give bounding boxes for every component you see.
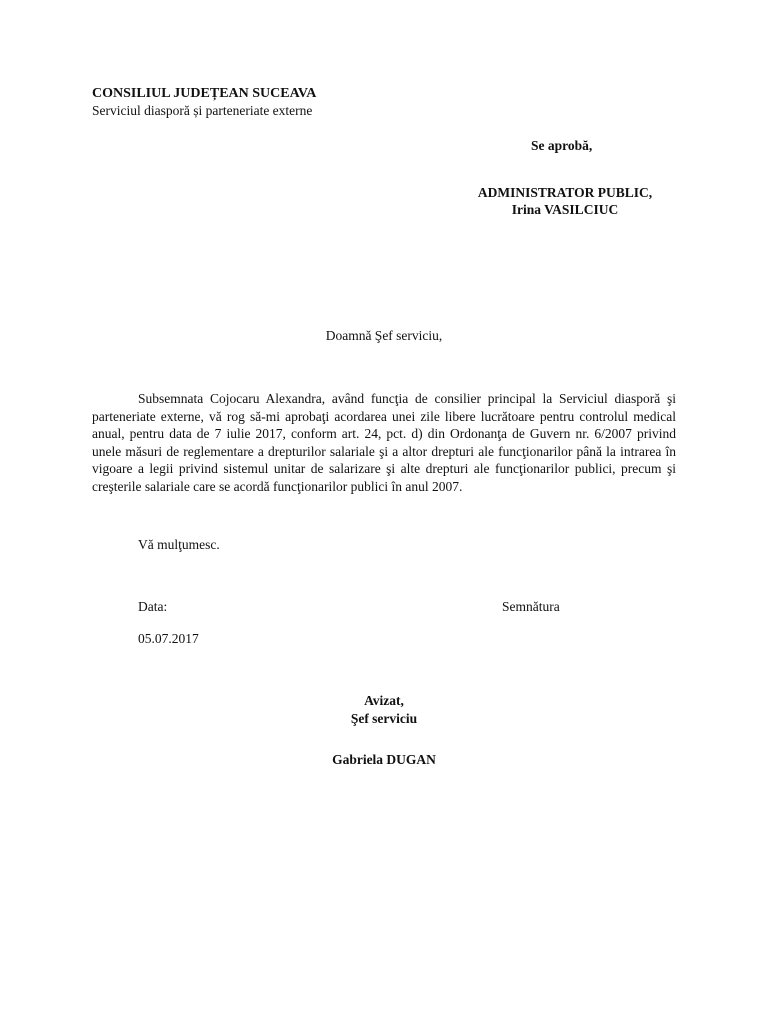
date-value: 05.07.2017: [138, 631, 199, 646]
approval-label: Se aprobă,: [531, 138, 593, 153]
organization-name: CONSILIUL JUDEȚEAN SUCEAVA: [92, 86, 317, 101]
endorsement-label: Avizat,: [364, 693, 404, 708]
endorsement-title: Şef serviciu: [350, 711, 418, 726]
approver-title: ADMINISTRATOR PUBLIC,: [477, 185, 653, 200]
approver-name: Irina VASILCIUC: [511, 202, 619, 217]
date-label: Data:: [138, 599, 168, 614]
signature-label: Semnătura: [502, 599, 560, 614]
letter-body: Subsemnata Cojocaru Alexandra, având funcţia de consilier principal la Serviciul diasporă şi parteneriate externe, vă rog să-mi aprobaţi acordarea unei zile libere lucrătoare pentru controlul medical anual, pentru data de 7 iulie 2017, conform art. 24, pct. d) din Ordonanţa de Guvern nr. 6/2007 privind unele măsuri de reglementare a drepturilor salariale şi a altor drepturi ale funcţionarilor până la intrarea în vigoare a legii privind sistemul unitar de salarizare şi alte drepturi ale funcţionarilor publici, precum şi creşterile salariale care se acordă funcţionarilor publici în anul 2007.: [92, 391, 676, 494]
endorsement-name: Gabriela DUGAN: [332, 752, 436, 767]
department-name: Serviciul diasporă și parteneriate externe: [92, 103, 313, 118]
letter-salutation: Doamnă Şef serviciu,: [325, 328, 443, 343]
letter-closing: Vă mulţumesc.: [138, 537, 220, 552]
